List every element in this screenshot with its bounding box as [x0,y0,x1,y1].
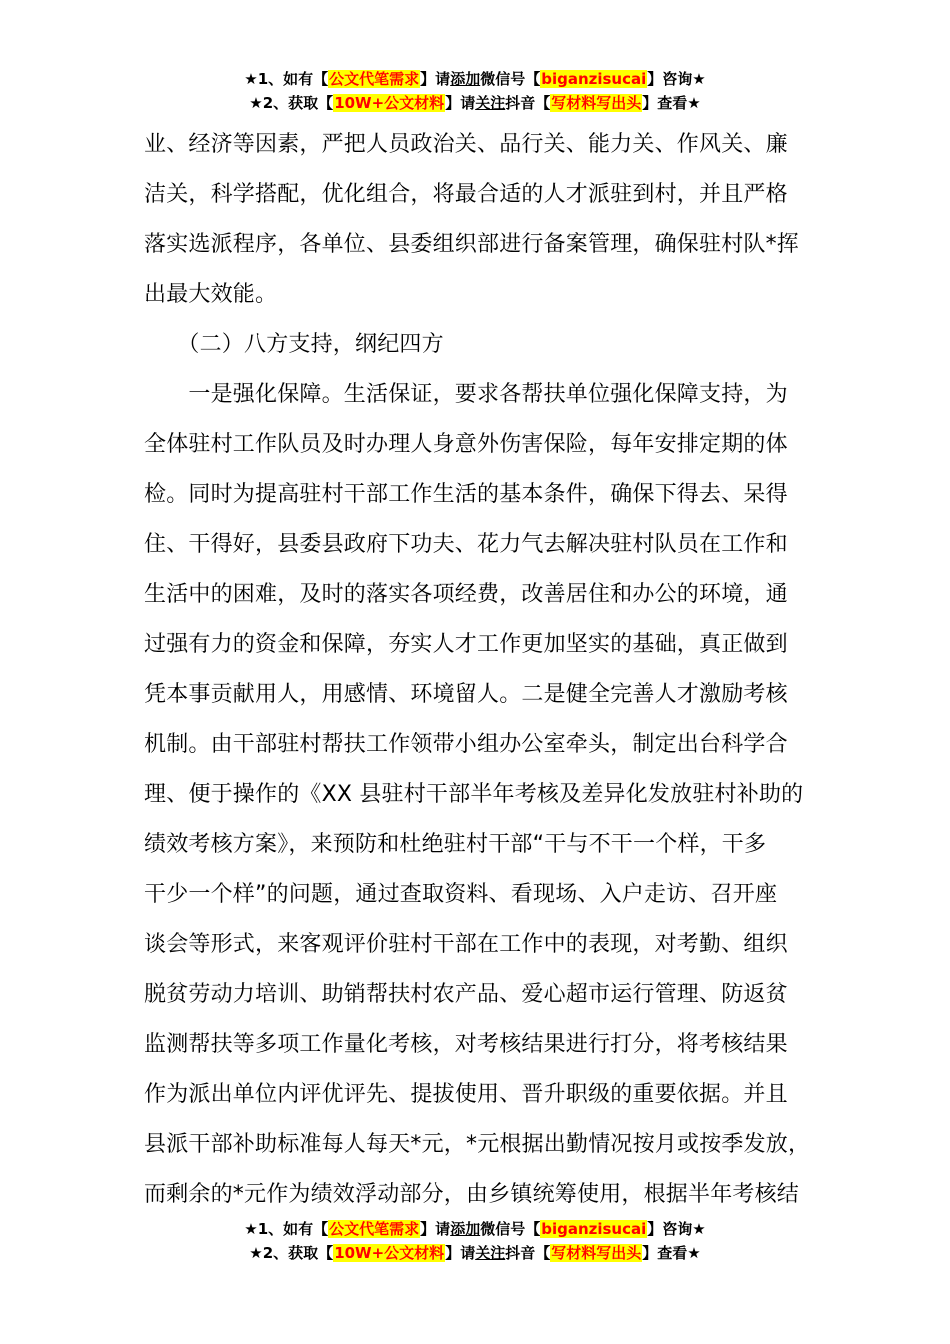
body-line: 出最大效能。 [144,282,278,307]
footer-banner-line-1 [0,1218,950,1242]
body-line: 过强有力的资金和保障，夯实人才工作更加坚实的基础，真正做到 [144,632,788,657]
banner-highlight: 公文代笔需求 [329,70,420,88]
banner-underlined-text: 添加 [450,1220,481,1238]
body-line: 一是强化保障。生活保证，要求各帮扶单位强化保障支持，为 [144,382,788,407]
banner-text: ★2、获取【 [249,1244,334,1262]
body-line: 全体驻村工作队员及时办理人身意外伤害保险，每年安排定期的体 [144,432,788,457]
banner-text: 】咨询★ [647,70,706,88]
section-heading: （二）八方支持，纲纪四方 [144,332,444,357]
banner-text: 】查看★ [642,94,701,112]
banner-highlight: 10W+公文材料 [334,94,445,112]
header-banner [0,68,950,116]
body-line: 生活中的困难，及时的落实各项经费，改善居住和办公的环境，通 [144,582,788,607]
banner-highlight: biganzisucai [541,1220,647,1238]
banner-highlight: biganzisucai [541,70,647,88]
banner-highlight: 写材料写出头 [551,94,642,112]
document-body [144,120,834,1220]
header-banner-line-2 [0,92,950,116]
body-line: 理、便于操作的《XX 县驻村干部半年考核及差异化发放驻村补助的 [144,782,804,807]
body-line: 检。同时为提高驻村干部工作生活的基本条件，确保下得去、呆得 [144,482,788,507]
body-line: 而剩余的*元作为绩效浮动部分，由乡镇统筹使用，根据半年考核结 [144,1182,800,1207]
body-line: 落实选派程序，各单位、县委组织部进行备案管理，确保驻村队*挥 [144,232,800,257]
banner-text: ★2、获取【 [249,94,334,112]
banner-underlined-text: 关注 [475,94,506,112]
body-line: 住、干得好，县委县政府下功夫、花力气去解决驻村队员在工作和 [144,532,788,557]
banner-text: 】请 [420,1220,451,1238]
body-line: 干少一个样”的问题，通过查取资料、看现场、入户走访、召开座 [144,882,778,907]
banner-underlined-text: 关注 [475,1244,506,1262]
body-line: 绩效考核方案》，来预防和杜绝驻村干部“干与不干一个样，干多 [144,832,767,857]
header-banner-line-1 [0,68,950,92]
banner-text: 】咨询★ [647,1220,706,1238]
banner-text: 微信号【 [480,1220,541,1238]
banner-text: 微信号【 [480,70,541,88]
banner-underlined-text: 添加 [450,70,481,88]
footer-banner-line-2 [0,1242,950,1266]
banner-highlight: 写材料写出头 [551,1244,642,1262]
body-line: 洁关，科学搭配，优化组合，将最合适的人才派驻到村，并且严格 [144,182,788,207]
banner-text: 】查看★ [642,1244,701,1262]
body-line: 业、经济等因素，严把人员政治关、品行关、能力关、作风关、廉 [144,132,788,157]
banner-text: ★1、如有【 [244,70,329,88]
banner-text: 抖音【 [505,1244,551,1262]
banner-text: 】请 [420,70,451,88]
body-line: 脱贫劳动力培训、助销帮扶村农产品、爱心超市运行管理、防返贫 [144,982,788,1007]
banner-text: 】请 [445,94,476,112]
body-line: 凭本事贡献用人，用感情、环境留人。二是健全完善人才激励考核 [144,682,788,707]
body-line: 县派干部补助标准每人每天*元，*元根据出勤情况按月或按季发放， [144,1132,811,1157]
banner-highlight: 公文代笔需求 [329,1220,420,1238]
banner-text: 抖音【 [505,94,551,112]
banner-text: ★1、如有【 [244,1220,329,1238]
body-line: 机制。由干部驻村帮扶工作领带小组办公室牵头，制定出台科学合 [144,732,788,757]
footer-banner [0,1218,950,1266]
body-line: 监测帮扶等多项工作量化考核，对考核结果进行打分，将考核结果 [144,1032,788,1057]
body-line: 谈会等形式，来客观评价驻村干部在工作中的表现，对考勤、组织 [144,932,788,957]
body-line: 作为派出单位内评优评先、提拔使用、晋升职级的重要依据。并且 [144,1082,788,1107]
banner-highlight: 10W+公文材料 [334,1244,445,1262]
banner-text: 】请 [445,1244,476,1262]
